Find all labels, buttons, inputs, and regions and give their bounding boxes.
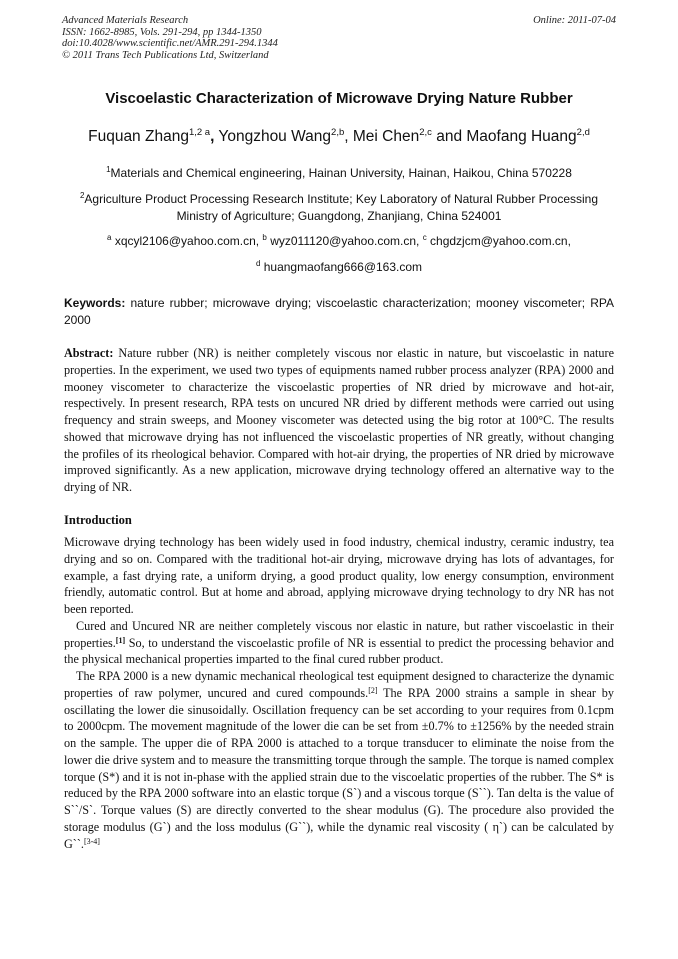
email-address[interactable]: xqcyl2106@yahoo.com.cn, [111, 234, 263, 248]
email-mark: d [255, 258, 261, 268]
affiliation-text: Agriculture Product Processing Research Institute; Key Laboratory of Natural Rubber Processing [84, 192, 599, 206]
abstract-label: Abstract: [64, 346, 114, 360]
online-date: Online: 2011-07-04 [533, 15, 616, 26]
citation-ref[interactable]: [1] [115, 635, 126, 645]
author-affiliation-mark: 2,d [576, 127, 590, 138]
affiliation-mark: 2 [79, 191, 85, 200]
email-list [40, 233, 638, 275]
introduction-body [64, 534, 614, 852]
author-separator: , [210, 128, 215, 145]
email-mark: a [107, 233, 112, 242]
keywords-text: nature rubber; microwave drying; viscoelastic characterization; mooney viscometer; RPA 2000 [64, 296, 614, 327]
email-address[interactable]: chgdzjcm@yahoo.com.cn, [426, 234, 571, 248]
journal-name: Advanced Materials Research [62, 15, 189, 26]
paper-title: Viscoelastic Characterization of Microwave Drying Nature Rubber [105, 90, 573, 107]
email-address[interactable]: huangmaofang666@163.com [260, 259, 423, 274]
author-affiliation-mark: 2,b [331, 127, 345, 138]
author-name: , Mei Chen [344, 128, 420, 145]
author-list [0, 126, 678, 148]
journal-header [62, 15, 278, 61]
email-address[interactable]: wyz011120@yahoo.com.cn, [266, 234, 423, 248]
abstract-text: Nature rubber (NR) is neither completely viscous nor elastic in nature, but viscoelastic in nature properties. In the experiment, we used two types of equipments named rubber process analyzer (RPA) 2000 and mooney viscometer to characterize the viscoelastic properties of NR dried by microwave and hot-air, respectively. In present research, RPA tests on uncured NR dried by different methods were carried out using frequency and strain sweeps, and Mooney viscometer was detected using the big rotor at 100°C. The results showed that microwave drying has not influenced the viscoelastic properties of NR greatly, without changing the profiles of its rheological behavior. Compared with hot-air drying, the properties of NR dried by microwave improved significantly. As a new application, microwave drying technology offered an alternative way to the drying of NR. [64, 346, 614, 494]
paragraph-text: The RPA 2000 strains a sample in shear by oscillating the lower die sinusoidally. Oscillation frequency can be set according to your requires from 0.1cpm to 2000cpm. The movement magnitude of the lower die can be set from ±0.7% to ±1256% by the needed strain on the sample. The upper die of RPA 2000 is attached to a torque transducer to eliminate the noise from the lower die drive system and to measure the transmitting torque through the sample. The torque is named complex torque (S*) and it is not in-phase with the applied strain due to the viscoelatic properties of the rubber. The S* is reduced by the RPA 2000 software into an elastic torque (S`) and a viscous torque (S``). Tan delta is the value of S``/S`. Torque values (S) are directly converted to the shear modulus (G). The procedure also provided the storage modulus (G`) and the loss modulus (G``), while the dynamic real viscosity ( η`) can be calculated by G``. [64, 685, 614, 851]
paragraph: Microwave drying technology has been widely used in food industry, chemical industry, ceramic industry, tea drying and so on. Compared with the traditional hot-air drying, microwave drying has lots of advantages, for example, a fast drying rate, a uniform drying, a good product quality, low energy consumption, environment friendly, automatic control. But at home and abroad, applying microwave drying technology to dry NR has not been reported. [64, 535, 614, 616]
author-name: Yongzhou Wang [214, 128, 332, 145]
paragraph-text: The RPA 2000 is a new dynamic mechanical rheological test equipment designed to characterize the dynamic properties of raw polymer, uncured and cured compounds. [64, 669, 614, 700]
abstract [64, 345, 614, 496]
affiliation-2 [40, 191, 638, 224]
citation-ref[interactable]: [3-4] [83, 836, 100, 846]
author-affiliation-mark: 1,2 a [188, 127, 211, 138]
affiliation-text: Ministry of Agriculture; Guangdong, Zhanjiang, China 524001 [176, 208, 502, 223]
affiliation-text: Materials and Chemical engineering, Hainan University, Hainan, Haikou, China 570228 [110, 166, 572, 180]
paragraph [64, 668, 614, 852]
affiliation-1 [40, 165, 638, 182]
keywords [64, 295, 614, 329]
author-name: and Maofang Huang [431, 128, 577, 145]
paragraph [64, 618, 614, 668]
keywords-label: Keywords: [64, 296, 126, 310]
section-heading-introduction: Introduction [64, 513, 132, 527]
paragraph-text: So, to understand the viscoelastic profile of NR is essential to predict the processing behavior and the physical mechanical properties imparted to the final cured rubber product. [64, 635, 614, 667]
affiliation-mark: 1 [106, 165, 111, 174]
email-mark: b [262, 233, 267, 242]
paragraph-text: Cured and Uncured NR are neither completely viscous nor elastic in nature, but rather viscoelastic in their properties. [64, 618, 614, 650]
copyright-line: © 2011 Trans Tech Publications Ltd, Switzerland [62, 49, 269, 61]
doi-line: doi:10.4028/www.scientific.net/AMR.291-294.1344 [62, 38, 278, 50]
citation-ref[interactable]: [2] [368, 685, 378, 695]
issn-line: ISSN: 1662-8985, Vols. 291-294, pp 1344-1350 [62, 26, 262, 38]
author-name: Fuquan Zhang [88, 128, 189, 145]
email-mark: c [422, 233, 427, 242]
author-affiliation-mark: 2,c [419, 127, 432, 138]
